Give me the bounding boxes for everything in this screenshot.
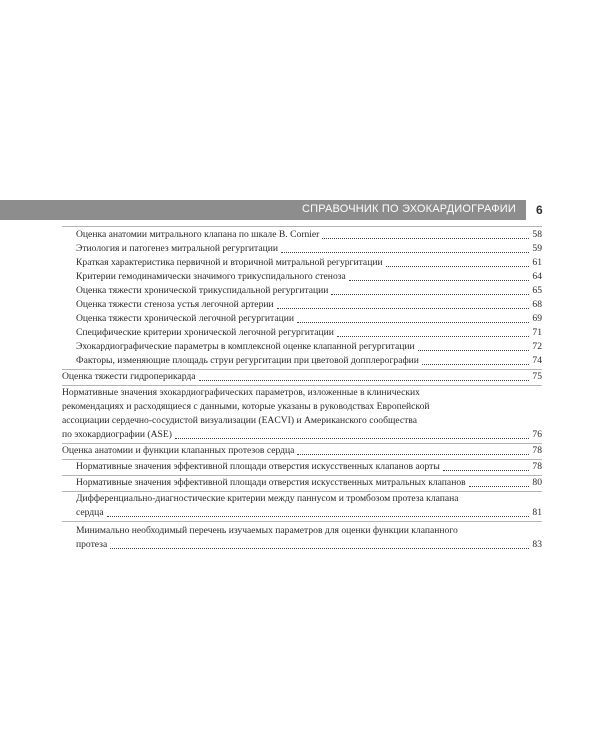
- toc-subentry[interactable]: Нормативные значения эффективной площади отверстия искусственных клапанов аорты 78: [62, 460, 542, 476]
- toc-group-valves: [62, 226, 542, 370]
- toc-entry[interactable]: Эхокардиографические параметры в комплексной оценке клапанной регургитации 72: [76, 341, 542, 352]
- toc-entry[interactable]: Оценка тяжести хронической трикуспидальной регургитации 65: [76, 285, 542, 296]
- toc-entry[interactable]: Оценка тяжести стеноза устья легочной артерии 68: [76, 299, 542, 310]
- toc-entry-normatives[interactable]: Нормативные значения эхокардиографических параметров, изложенные в клинических рекомендациях и расходящиеся с данными, которые указаны в руководствах Европейской ассоциации сердечно-сосудистой визуализации (EACVI) и Американского сообщества по эхокардиографии (ASE) 76: [62, 386, 542, 444]
- toc-entry[interactable]: Факторы, изменяющие площадь струи регургитации при цветовой допплерографии 74: [62, 354, 542, 370]
- toc-subentry[interactable]: Нормативные значения эффективной площади отверстия искусственных митральных клапанов 80: [62, 476, 542, 492]
- running-header-bar: [0, 200, 526, 220]
- toc-entry[interactable]: Оценка тяжести хронической легочной регургитации 69: [76, 313, 542, 324]
- running-header-title: СПРАВОЧНИК ПО ЭХОКАРДИОГРАФИИ: [301, 203, 516, 215]
- toc-entry[interactable]: Этиология и патогенез митральной регургитации 59: [76, 243, 542, 254]
- toc-entry[interactable]: Критерии гемодинамически значимого трикуспидального стеноза 64: [76, 271, 542, 282]
- toc-subentry-differential[interactable]: Дифференциально-диагностические критерии между паннусом и тромбозом протеза клапана сердца 81: [62, 492, 542, 522]
- table-of-contents: [62, 225, 542, 552]
- toc-entry[interactable]: Краткая характеристика первичной и вторичной митральной регургитации 61: [76, 257, 542, 268]
- page-number: 6: [536, 203, 543, 217]
- toc-subentry-minimal[interactable]: Минимально необходимый перечень изучаемых параметров для оценки функции клапанного протеза 83: [76, 525, 542, 550]
- toc-entry[interactable]: Специфические критерии хронической легочной регургитации 71: [76, 327, 542, 338]
- toc-entry[interactable]: Оценка анатомии митрального клапана по шкале В. Cornier 58: [76, 229, 542, 240]
- toc-entry-prosthetic[interactable]: Оценка анатомии и функции клапанных протезов сердца 78: [62, 444, 542, 460]
- toc-entry-hydropericardium[interactable]: Оценка тяжести гидроперикарда 75: [62, 370, 542, 386]
